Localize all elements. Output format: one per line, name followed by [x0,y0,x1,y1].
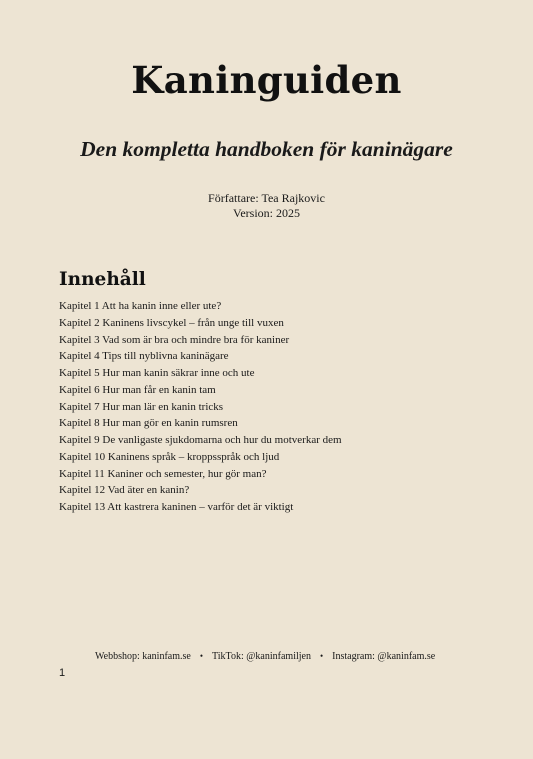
footer-separator: • [199,651,203,661]
toc-item: Kapitel 4 Tips till nyblivna kaninägare [59,350,229,363]
toc-item: Kapitel 5 Hur man kanin säkrar inne och ute [59,367,255,379]
page-footer [95,651,435,662]
version-line: Version: 2025 [233,206,300,220]
toc-item: Kapitel 3 Vad som är bra och mindre bra för kaniner [59,333,290,346]
toc-item: Kapitel 9 De vanligaste sjukdomarna och hur du motverkar dem [59,434,342,446]
document-meta [0,191,533,221]
footer-separator: • [319,651,324,661]
toc-item: Kapitel 8 Hur man gör en kanin rumsren [59,417,238,430]
document-subtitle: Den kompletta handboken för kaninägare [80,137,453,161]
toc-heading: Innehåll [59,269,146,290]
toc-item: Kapitel 11 Kaniner och semester, hur gör man? [59,467,267,480]
page-number: 1 [59,667,66,679]
toc-item: Kapitel 1 Att ha kanin inne eller ute? [59,300,222,312]
toc-item: Kapitel 10 Kaninens språk – kroppsspråk och ljud [59,450,280,463]
toc-item: Kapitel 7 Hur man lär en kanin tricks [59,400,224,413]
toc-item: Kapitel 13 Att kastrera kaninen – varför det är viktigt [59,501,294,513]
footer-webshop: Webbshop: kaninfam.se [95,651,191,662]
footer-instagram: Instagram: @kaninfam.se [332,651,436,662]
toc-item: Kapitel 12 Vad äter en kanin? [59,484,190,497]
toc-item: Kapitel 2 Kaninens livscykel – från unge till vuxen [59,316,284,329]
footer-tiktok: TikTok: @kaninfamiljen [212,651,311,662]
table-of-contents [59,298,342,516]
author-line: Författare: Tea Rajkovic [208,191,325,205]
toc-item: Kapitel 6 Hur man får en kanin tam [59,383,216,396]
document-title: Kaninguiden [131,58,402,102]
